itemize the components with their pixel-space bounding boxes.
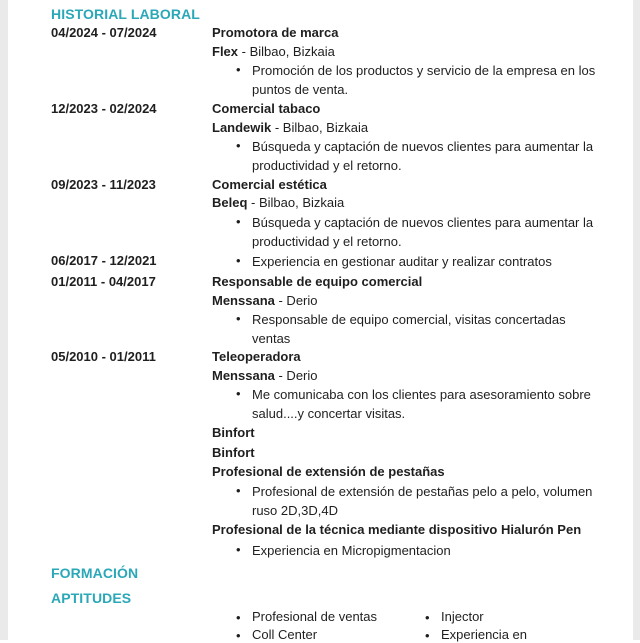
job-bullet: Búsqueda y captación de nuevos clientes para aumentar la productividad y el retorno.: [252, 215, 594, 249]
job-title: Promotora de marca: [212, 25, 339, 40]
education-heading: FORMACIÓN: [51, 565, 139, 581]
job-title: Responsable de equipo comercial: [212, 274, 423, 289]
skill-item: Experiencia en: [441, 627, 527, 642]
job-title: Teleoperadora: [212, 349, 301, 364]
bullet-icon: •: [236, 311, 241, 326]
job-dates: 04/2024 - 07/2024: [51, 25, 157, 40]
company-name: Beleq: [212, 195, 248, 210]
job-dates: 05/2010 - 01/2011: [51, 349, 156, 364]
job-title: Comercial estética: [212, 177, 327, 192]
job-bullet: Promoción de los productos y servicio de la empresa en los puntos de venta.: [252, 63, 596, 97]
bullet-icon: •: [236, 62, 241, 77]
company-location: - Bilbao, Bizkaia: [271, 120, 369, 135]
skills-heading: APTITUDES: [51, 590, 132, 606]
bullet-icon: •: [236, 483, 241, 498]
bullet-icon: •: [236, 628, 241, 643]
company-name: Flex: [212, 44, 239, 59]
right-margin-bar: [633, 0, 640, 640]
company-location: - Bilbao, Bizkaia: [247, 195, 345, 210]
job-title: Comercial tabaco: [212, 101, 321, 116]
job-bullet: Responsable de equipo comercial, visitas concertadas ventas: [252, 312, 566, 346]
bullet-icon: •: [236, 542, 241, 557]
company-name: Menssana: [212, 293, 275, 308]
company-location: - Derio: [274, 293, 318, 308]
job-dates: 01/2011 - 04/2017: [51, 274, 156, 289]
company-name: Menssana: [212, 368, 275, 383]
job-dates: 12/2023 - 02/2024: [51, 101, 157, 116]
entry-bullet: Experiencia en Micropigmentacion: [252, 543, 451, 558]
job-employer: [212, 44, 335, 59]
job-employer: [212, 293, 318, 308]
company-name: Landewik: [212, 120, 272, 135]
skill-item: Coll Center: [252, 627, 318, 642]
bullet-icon: •: [236, 610, 241, 625]
bullet-icon: •: [236, 253, 241, 268]
bullet-icon: •: [425, 628, 430, 643]
job-employer: [212, 368, 318, 383]
company-location: - Bilbao, Bizkaia: [238, 44, 335, 59]
entry-title: Profesional de la técnica mediante dispositivo Hialurón Pen: [212, 522, 582, 537]
entry-title: Binfort: [212, 425, 255, 440]
work-history-heading: HISTORIAL LABORAL: [51, 6, 200, 22]
job-bullet: Me comunicaba con los clientes para asesoramiento sobre salud....y concertar visitas.: [252, 387, 591, 421]
entry-bullet: Profesional de extensión de pestañas pelo a pelo, volumen ruso 2D,3D,4D: [252, 484, 593, 518]
left-margin-bar: [0, 0, 8, 640]
job-employer: [212, 195, 344, 210]
skill-item: Profesional de ventas: [252, 609, 378, 624]
job-dates: 06/2017 - 12/2021: [51, 253, 157, 268]
bullet-icon: •: [236, 386, 241, 401]
entry-title: Binfort: [212, 445, 255, 460]
skill-item: Injector: [441, 609, 484, 624]
bullet-icon: •: [236, 138, 241, 153]
job-dates: 09/2023 - 11/2023: [51, 177, 156, 192]
company-location: - Derio: [274, 368, 318, 383]
bullet-icon: •: [236, 214, 241, 229]
bullet-icon: •: [425, 610, 430, 625]
job-bullet: Experiencia en gestionar auditar y realizar contratos: [252, 254, 552, 269]
entry-title: Profesional de extensión de pestañas: [212, 464, 445, 479]
job-bullet: Búsqueda y captación de nuevos clientes para aumentar la productividad y el retorno.: [252, 139, 594, 173]
job-employer: [212, 120, 368, 135]
